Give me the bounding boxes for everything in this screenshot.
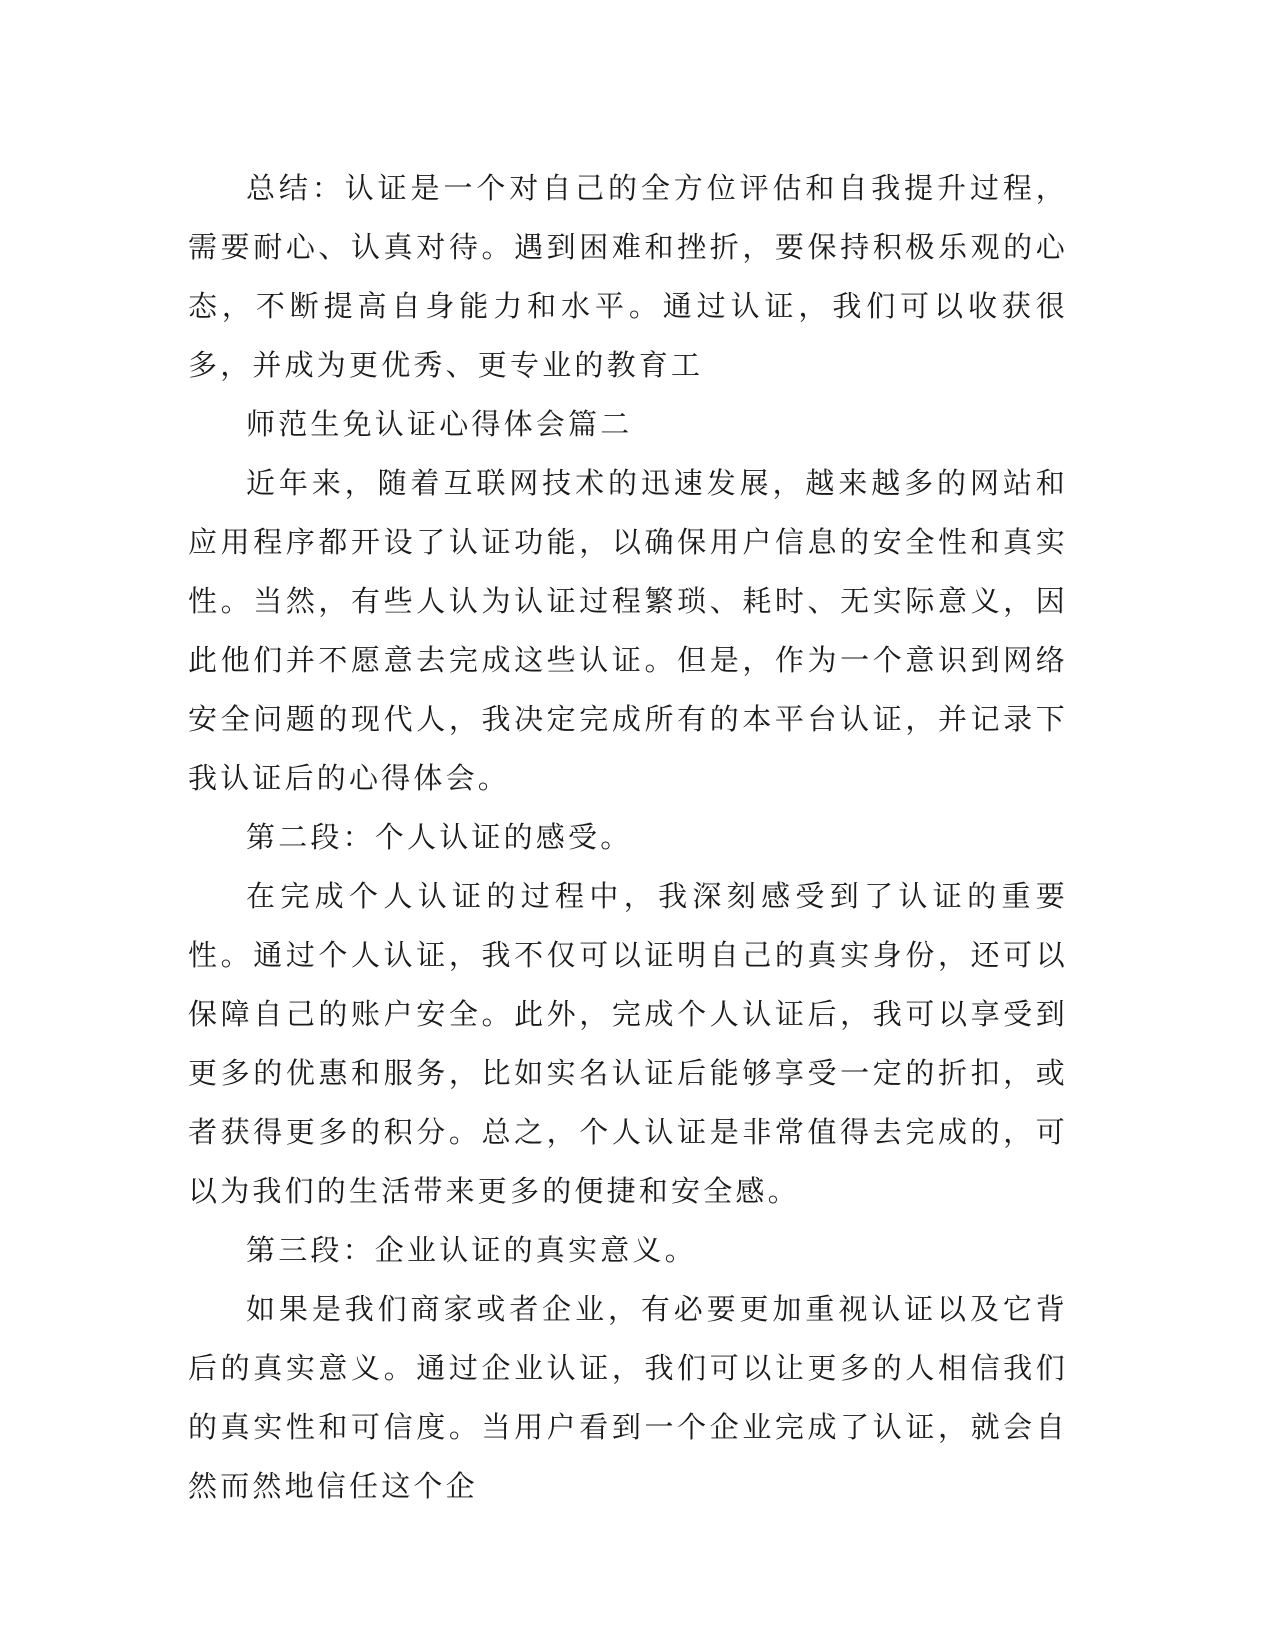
paragraph-enterprise-auth: 如果是我们商家或者企业，有必要更加重视认证以及它背后的真实意义。通过企业认证，我们可以让更多的人相信我们的真实性和可信度。当用户看到一个企业完成了认证，就会自然而然地信任这个企 bbox=[188, 1292, 1068, 1503]
paragraph-intro: 近年来，随着互联网技术的迅速发展，越来越多的网站和应用程序都开设了认证功能，以确保用户信息的安全性和真实性。当然，有些人认为认证过程繁琐、耗时、无实际意义，因此他们并不愿意去完成这些认证。但是，作为一个意识到网络安全问题的现代人，我决定完成所有的本平台认证，并记录下我认证后的心得体会。 bbox=[188, 466, 1068, 795]
section-heading: 第二段：个人认证的感受。 bbox=[246, 820, 633, 854]
document-body bbox=[188, 159, 1068, 1516]
paragraph-summary: 总结：认证是一个对自己的全方位评估和自我提升过程，需要耐心、认真对待。遇到困难和挫折，要保持积极乐观的心态，不断提高自身能力和水平。通过认证，我们可以收获很多，并成为更优秀、更专业的教育工 bbox=[188, 171, 1068, 382]
section-heading: 师范生免认证心得体会篇二 bbox=[246, 407, 633, 441]
paragraph-personal-auth: 在完成个人认证的过程中，我深刻感受到了认证的重要性。通过个人认证，我不仅可以证明自己的真实身份，还可以保障自己的账户安全。此外，完成个人认证后，我可以享受到更多的优惠和服务，比如实名认证后能够享受一定的折扣，或者获得更多的积分。总之，个人认证是非常值得去完成的，可以为我们的生活带来更多的便捷和安全感。 bbox=[188, 879, 1068, 1208]
section-heading: 第三段：企业认证的真实意义。 bbox=[246, 1233, 697, 1267]
